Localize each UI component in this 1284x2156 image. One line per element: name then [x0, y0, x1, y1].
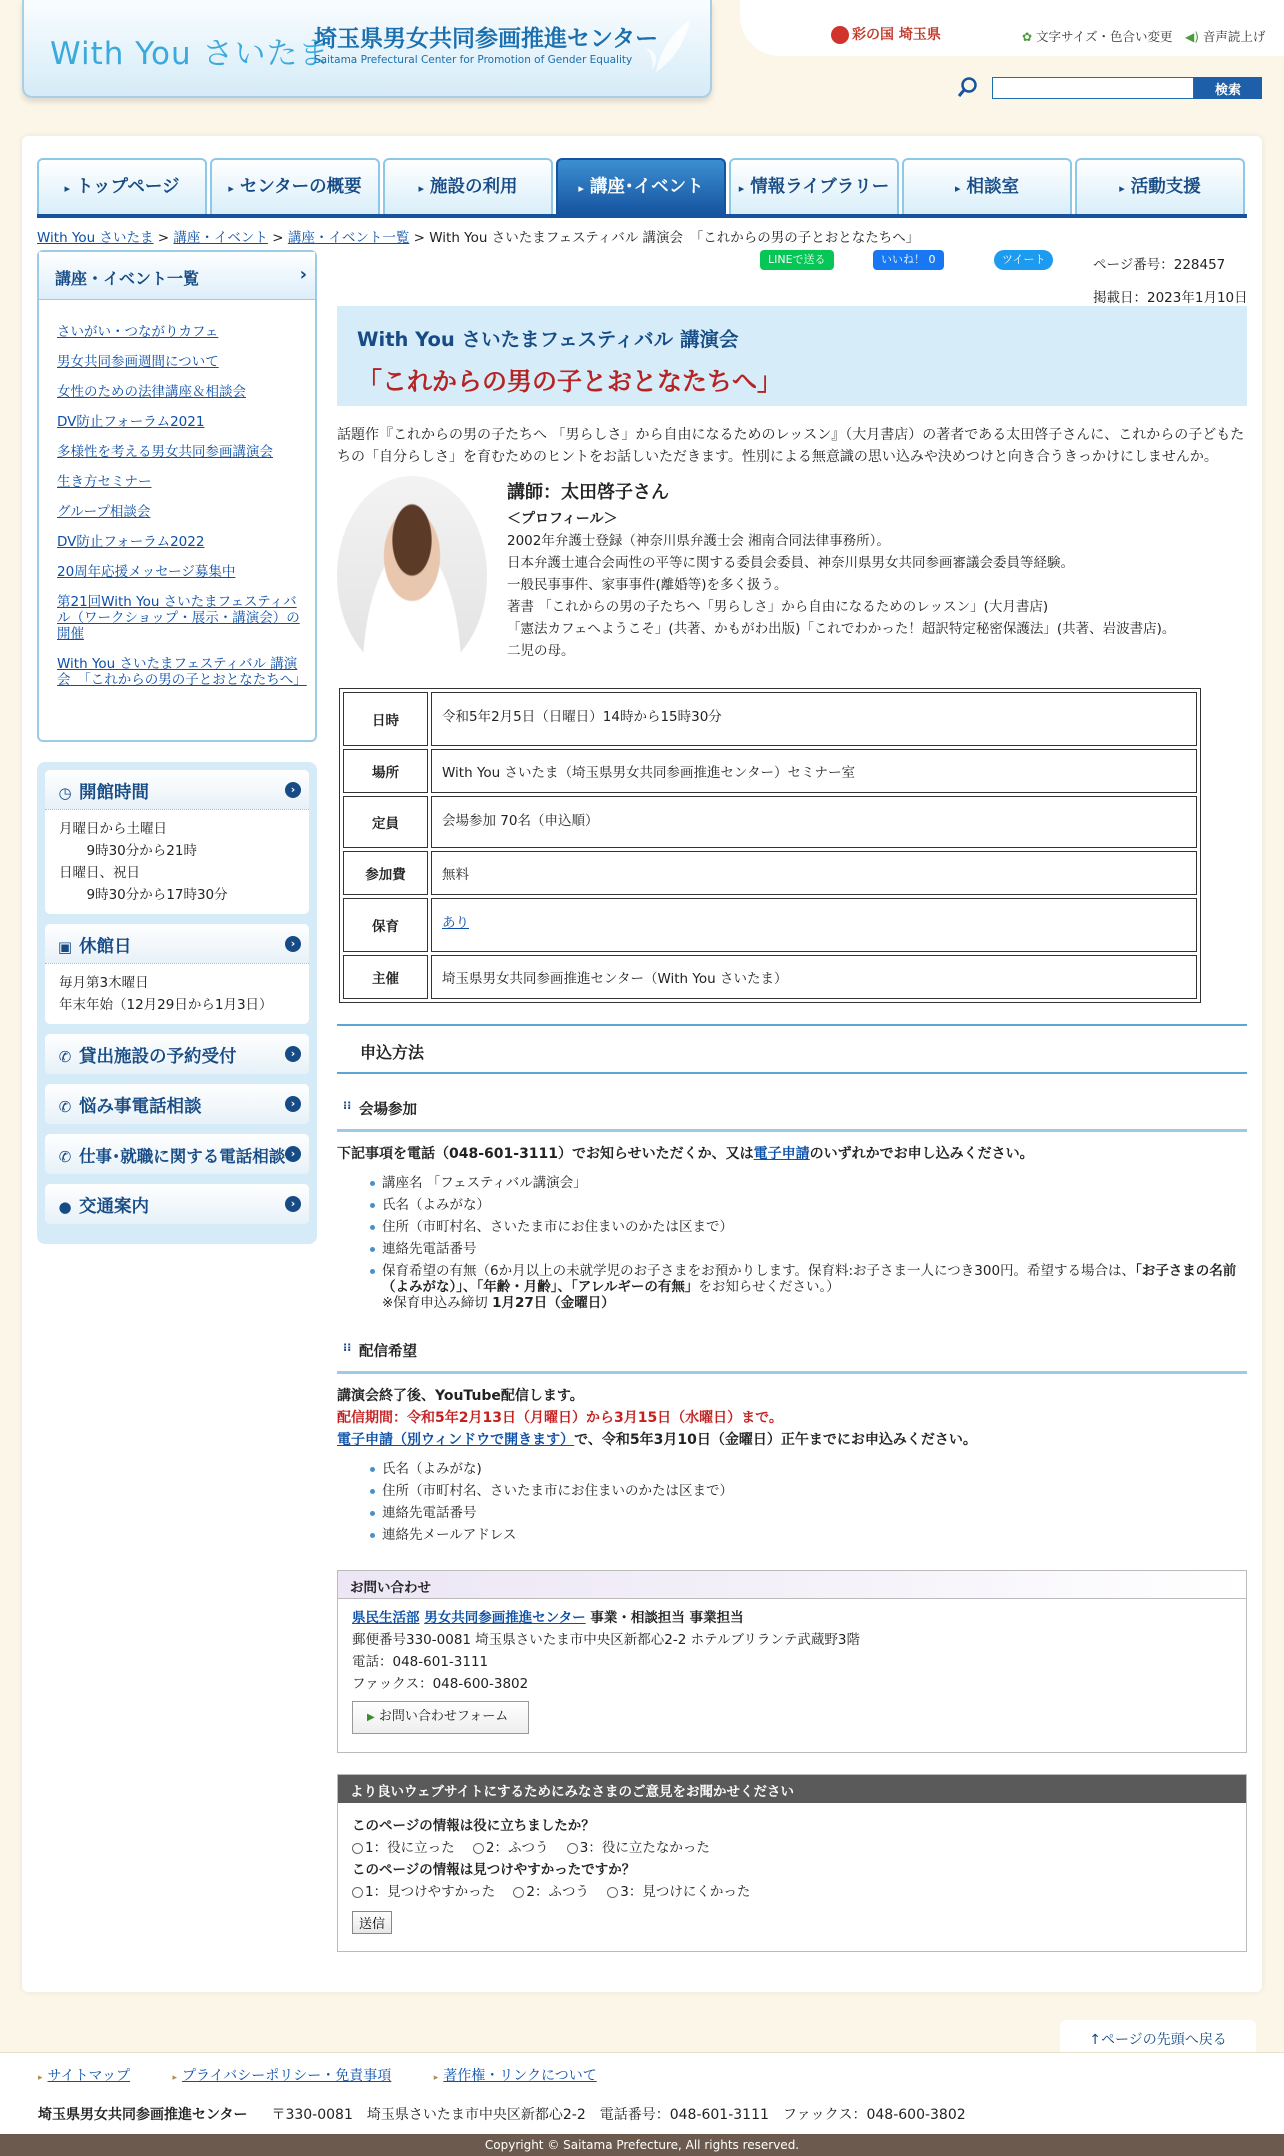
page-title-line1: With You さいたまフェスティバル 講演会	[357, 328, 739, 351]
phone-icon: ✆	[58, 1148, 72, 1166]
list-item: 連絡先電話番号	[368, 1502, 733, 1524]
link-label: 交通案内	[79, 1197, 149, 1217]
sidebar-item	[57, 444, 301, 460]
closed-days-label: 休館日	[79, 937, 132, 957]
pref-logo-icon	[831, 26, 849, 44]
nav-underline	[37, 214, 1247, 218]
leaf-icon	[646, 14, 694, 74]
hours-line: 9時30分から17時30分	[73, 887, 228, 903]
nav-label: 講座･イベント	[589, 177, 704, 197]
closed-days-title[interactable]	[45, 924, 309, 964]
childcare-deadline-date: 1月27日（金曜日）	[492, 1295, 615, 1311]
chevron-right-icon: ▸	[578, 182, 584, 195]
breadcrumb-link[interactable]: 講座・イベント一覧	[287, 230, 410, 246]
chevron-right-icon: ›	[299, 264, 307, 285]
opening-hours-label: 開館時間	[79, 783, 149, 803]
nav-tab-top[interactable]	[37, 158, 207, 214]
radio-button[interactable]	[352, 1887, 363, 1898]
page-number: ページ番号：228457	[1093, 257, 1226, 273]
hours-line: 日曜日、祝日	[59, 865, 140, 881]
childcare-text: をお知らせください。）	[698, 1279, 840, 1295]
table-row	[343, 898, 1197, 952]
nav-label: トップページ	[76, 177, 180, 197]
dept-link[interactable]: 県民生活部	[352, 1610, 420, 1626]
chevron-circle-icon: ›	[285, 1046, 301, 1062]
sidebar-item	[57, 534, 301, 550]
sidebar-item	[57, 384, 301, 400]
table-header: 参加費	[343, 851, 428, 895]
sidebar-item-link[interactable]: With You さいたまフェスティバル 講演会 「これからの男の子とおとなたちへ」	[57, 656, 307, 688]
calendar-icon: ▣	[57, 938, 73, 956]
page-title	[337, 306, 1247, 406]
tweet-button[interactable]: ツイート	[994, 250, 1053, 270]
apply-heading: 申込方法	[337, 1024, 1247, 1074]
stream-apply	[337, 1429, 977, 1449]
hours-line: 月曜日から土曜日	[59, 821, 167, 837]
radio-button[interactable]	[513, 1887, 524, 1898]
table-cell: 埼玉県男女共同参画推進センター（With You さいたま）	[431, 955, 1197, 999]
contact-fax: ファックス：048-600-3802	[352, 1676, 529, 1692]
venue-required-list	[368, 1172, 1248, 1311]
stream-period: 配信期間：令和5年2月13日（月曜日）から3月15日（水曜日）まで。	[337, 1410, 783, 1426]
voice-reader-link[interactable]	[1185, 27, 1265, 45]
list-item: 氏名（よみがな)	[368, 1458, 733, 1480]
sidebar-item	[57, 414, 301, 430]
font-link-label: 文字サイズ・色合い変更	[1036, 29, 1173, 44]
sidebar-item	[57, 564, 301, 580]
logo-subtitle: Saitama Prefectural Center for Promotion of Gender Equality	[314, 54, 633, 66]
stream-required-list	[368, 1458, 733, 1546]
list-item: 氏名（よみがな）	[368, 1194, 1248, 1216]
sidebar-item	[57, 594, 301, 642]
option-label: 1：見つけやすかった	[365, 1884, 496, 1900]
table-cell	[431, 898, 1197, 952]
link-label: 貸出施設の予約受付	[79, 1047, 237, 1067]
breadcrumb-current: With You さいたまフェスティバル 講演会 「これからの男の子とおとなたちへ」	[429, 230, 920, 246]
profile-line: 二児の母。	[507, 643, 575, 659]
profile-line: 2002年弁護士登録（神奈川県弁護士会 湘南合同法律事務所）。	[507, 533, 890, 549]
arrow-up-icon: ↑	[1089, 2032, 1101, 2048]
profile-line: 一般民事事件、家事事件(離婚等)を多く扱う。	[507, 577, 788, 593]
childcare-link[interactable]: あり	[442, 915, 469, 931]
list-item: 講座名 「フェスティバル講演会」	[368, 1172, 1248, 1194]
venue-lead	[337, 1143, 1034, 1163]
sidebar-item	[57, 474, 301, 490]
breadcrumb	[37, 226, 919, 246]
map-pin-icon: ●	[58, 1198, 72, 1216]
intro-text: 話題作『これからの男の子たちへ 「男らしさ」から自由になるためのレッスン』（大月書店）の著者である太田啓子さんに、これからの子どもたちの「自分らしさ」を育むためのヒントをお話しいただきます。性別による無意識の思い込みや決めつけと向き合うきっかけにしませんか。	[337, 427, 1245, 465]
table-header: 保育	[343, 898, 428, 952]
opening-hours-box	[45, 770, 309, 914]
phone-icon: ✆	[58, 1048, 72, 1066]
survey-q1-option[interactable]	[473, 1840, 549, 1856]
venue-lead-text: のいずれかでお申し込みください。	[809, 1146, 1034, 1162]
survey-q2-option[interactable]	[352, 1884, 495, 1900]
clock-icon: ◷	[58, 784, 72, 802]
nav-label: センターの概要	[239, 177, 362, 197]
lecturer-name: 講師：太田啓子さん	[507, 482, 669, 503]
profile-text	[507, 530, 1175, 662]
sidebar-item	[57, 504, 301, 520]
nav-tab-about[interactable]	[210, 158, 380, 214]
gear-icon: ✿	[1022, 30, 1033, 44]
saitama-pref-link[interactable]	[828, 24, 941, 44]
nav-label: 活動支援	[1130, 177, 1201, 197]
chevron-right-icon: ▸	[228, 182, 234, 195]
sidebar-item-link[interactable]: 男女共同参画週間について	[57, 354, 219, 370]
chevron-circle-icon: ›	[285, 1196, 301, 1212]
closed-line: 毎月第3木曜日	[59, 975, 149, 991]
venue-lead-text: 下記事項を電話（048-601-3111）でお知らせいただくか、又は	[337, 1146, 754, 1162]
chevron-circle-icon: ›	[285, 1146, 301, 1162]
opening-hours-body	[45, 810, 309, 914]
radio-button[interactable]	[473, 1843, 484, 1854]
chevron-right-icon: ▸	[418, 182, 425, 195]
profile-line: 日本弁護士連合会両性の平等に関する委員会委員、神奈川県男女共同参画審議会委員等経験。	[507, 555, 1074, 571]
table-cell: With You さいたま（埼玉県男女共同参画推進センター）セミナー室	[431, 749, 1197, 793]
closed-days-box	[45, 924, 309, 1024]
survey-question: このページの情報は見つけやすかったですか？	[352, 1862, 636, 1878]
option-label: 2：ふつう	[485, 1840, 549, 1856]
venue-heading: ⁝⁝ 会場参加	[337, 1098, 1247, 1132]
chevron-right-icon: ▸	[954, 182, 961, 195]
footer-org-name: 埼玉県男女共同参画推進センター	[38, 2107, 248, 2123]
breadcrumb-separator: >	[409, 230, 430, 246]
sidebar-item-link[interactable]: 20周年応援メッセージ募集中	[57, 564, 236, 580]
contact-address: 郵便番号330-0081 埼玉県さいたま市中央区新都心2-2 ホテルブリランテ武蔵野3階	[352, 1632, 861, 1648]
option-label: 1：役に立った	[365, 1840, 455, 1856]
closed-line: 年末年始（12月29日から1月3日）	[59, 997, 273, 1013]
breadcrumb-link[interactable]: 講座・イベント	[173, 230, 268, 246]
nav-tab-facility[interactable]	[383, 158, 553, 214]
profile-line: 著書 「これからの男の子たちへ「男らしさ」から自由になるためのレッスン」(大月書店)	[507, 599, 1049, 615]
pref-label: 彩の国 埼玉県	[852, 27, 941, 43]
event-info-table	[339, 688, 1201, 1003]
footer-sitemap-link[interactable]: ▸ サイトマップ	[38, 2068, 130, 2084]
worry-phone-link[interactable]	[45, 1084, 309, 1124]
radio-button[interactable]	[352, 1843, 363, 1854]
voice-link-label: 音声読上げ	[1202, 29, 1266, 44]
profile-label: ＜プロフィール＞	[507, 511, 618, 527]
sidebar-item	[57, 354, 301, 370]
global-nav	[37, 158, 1247, 220]
sidebar-item-link[interactable]: 多様性を考える男女共同参画講演会	[57, 444, 273, 460]
nav-tab-support[interactable]	[1075, 158, 1245, 214]
footer-copyright-link[interactable]: ▸ 著作権・リンクについて	[434, 2068, 597, 2084]
breadcrumb-separator: >	[153, 230, 174, 246]
sidebar-info	[37, 762, 317, 1244]
chevron-right-icon: ▸	[64, 182, 71, 195]
footer-address: 〒330-0081 埼玉県さいたま市中央区新都心2-2 電話番号：048-601-3111 ファックス：048-600-3802	[271, 2107, 966, 2123]
survey-q1-option[interactable]	[352, 1840, 455, 1856]
sidebar-item-link[interactable]: 生き方セミナー	[57, 474, 152, 490]
nav-tab-consult[interactable]	[902, 158, 1072, 214]
childcare-text-bold: 「お子さまの名前（よみがな）」、「年齢・月齢」、「アレルギーの有無」	[382, 1263, 1237, 1295]
facebook-like-button[interactable]: いいね！ 0	[873, 250, 944, 270]
nav-tab-events[interactable]	[556, 158, 726, 214]
list-item: 住所（市町村名、さいたま市にお住まいのかたは区まで）	[368, 1480, 733, 1502]
sidebar-category	[37, 250, 317, 742]
survey-body	[338, 1803, 1246, 1935]
link-label: 悩み事電話相談	[79, 1097, 202, 1117]
survey-q2-option[interactable]	[513, 1884, 589, 1900]
line-share-button[interactable]: LINEで送る	[760, 250, 834, 270]
sidebar-list	[39, 300, 315, 688]
survey-send-button[interactable]: 送信	[352, 1911, 392, 1934]
contact-heading: お問い合わせ	[338, 1571, 1246, 1599]
footer-links	[38, 2065, 635, 2085]
speaker-icon: ◀)	[1185, 30, 1199, 44]
site-logo[interactable]	[22, 0, 712, 98]
table-cell: 令和5年2月5日（日曜日）14時から15時30分	[431, 692, 1197, 746]
table-row	[343, 692, 1197, 746]
page-top-label: ページの先頭へ戻る	[1101, 2032, 1227, 2048]
survey-question: このページの情報は役に立ちましたか？	[352, 1818, 595, 1834]
logo-japanese: 埼玉県男女共同参画推進センター	[314, 26, 659, 52]
list-item: 連絡先電話番号	[368, 1238, 1248, 1260]
nav-label: 情報ライブラリー	[750, 177, 890, 197]
nav-tab-library[interactable]	[729, 158, 899, 214]
contact-tel: 電話：048-601-3111	[352, 1654, 489, 1670]
contact-unit: 事業・相談担当 事業担当	[585, 1610, 744, 1626]
stream-heading: ⁝⁝ 配信希望	[337, 1340, 1247, 1374]
contact-form-label: お問い合わせフォーム	[378, 1709, 509, 1724]
facility-reservation-link[interactable]	[45, 1034, 309, 1074]
sidebar-item	[57, 656, 307, 688]
sidebar-item-link[interactable]: 女性のための法律講座＆相談会	[57, 384, 246, 400]
access-link[interactable]	[45, 1184, 309, 1224]
opening-hours-title[interactable]	[45, 770, 309, 810]
center-link[interactable]: 男女共同参画推進センター	[424, 1610, 586, 1626]
radio-button[interactable]	[607, 1887, 618, 1898]
profile-line: 「憲法カフェへようこそ」(共著、かもがわ出版)「これでわかった！超訳特定秘密保護法」(共著、岩波書店)。	[507, 621, 1176, 637]
survey-q1-option[interactable]	[567, 1840, 710, 1856]
option-label: 2：ふつう	[526, 1884, 589, 1900]
closed-days-body	[45, 964, 309, 1024]
contact-form-button[interactable]	[352, 1701, 529, 1734]
logo-english: With You さいたま	[50, 36, 331, 72]
sidebar-item-link[interactable]: DV防止フォーラム2021	[57, 414, 205, 430]
sidebar-category-label: 講座・イベント一覧	[55, 269, 200, 288]
search-button[interactable]: 検索	[1194, 77, 1262, 99]
footer-org	[38, 2104, 966, 2124]
childcare-text: 保育希望の有無（6か月以上の未就学児のお子さまをお預かりします。保育料:お子さま一人につき300円。希望する場合は、	[382, 1263, 1136, 1279]
footer-privacy-link[interactable]: ▸ プライバシーポリシー・免責事項	[172, 2068, 391, 2084]
list-item: 住所（市町村名、さいたま市にお住まいのかたは区まで）	[368, 1216, 1248, 1238]
copyright: Copyright © Saitama Prefecture, All rights reserved.	[0, 2134, 1284, 2156]
childcare-deadline: ※保育申込み締切	[382, 1295, 493, 1311]
table-row	[343, 955, 1197, 999]
stream-text: 講演会終了後、YouTube配信します。	[337, 1388, 584, 1404]
survey-q2-option[interactable]	[607, 1884, 750, 1900]
table-header: 場所	[343, 749, 428, 793]
list-item	[368, 1260, 1248, 1311]
table-header: 日時	[343, 692, 428, 746]
triangle-right-icon: ▶	[367, 1712, 375, 1723]
list-item: 連絡先メールアドレス	[368, 1524, 733, 1546]
survey-heading: より良いウェブサイトにするためにみなさまのご意見をお聞かせください	[338, 1775, 1246, 1803]
stream-e-application-link[interactable]: 電子申請（別ウィンドウで開きます）	[337, 1432, 575, 1448]
page-title-line2: 「これからの男の子とおとなたちへ」	[357, 367, 783, 396]
table-cell: 会場参加 70名（申込順）	[431, 796, 1197, 848]
sidebar-item-link[interactable]: DV防止フォーラム2022	[57, 534, 205, 550]
table-header: 定員	[343, 796, 428, 848]
publish-date: 掲載日：2023年1月10日	[1093, 290, 1248, 306]
contact-box	[337, 1570, 1247, 1753]
contact-body	[338, 1599, 1246, 1734]
chevron-circle-icon: ›	[285, 1096, 301, 1112]
lecturer-photo	[337, 476, 487, 676]
job-phone-link[interactable]	[45, 1134, 309, 1174]
utility-bar	[740, 0, 1284, 56]
sidebar-item-link[interactable]: さいがい・つながりカフェ	[57, 324, 219, 340]
chevron-right-icon: ▸	[738, 182, 745, 195]
chevron-circle-icon: ›	[285, 782, 301, 798]
option-label: 3：見つけにくかった	[620, 1884, 751, 1900]
link-label: 仕事･就職に関する電話相談	[79, 1147, 286, 1166]
table-row	[343, 796, 1197, 848]
breadcrumb-separator: >	[267, 230, 288, 246]
chevron-circle-icon: ›	[285, 936, 301, 952]
table-row	[343, 749, 1197, 793]
sidebar-item-link[interactable]: グループ相談会	[57, 504, 151, 520]
font-color-settings-link[interactable]	[1022, 27, 1173, 45]
sidebar-category-title[interactable]	[39, 252, 315, 300]
chevron-right-icon: ▸	[1119, 182, 1125, 195]
stream-apply-text: で、令和5年3月10日（金曜日）正午までにお申込みください。	[574, 1432, 977, 1448]
hours-line: 9時30分から21時	[73, 843, 197, 859]
sidebar-item-link[interactable]: 第21回With You さいたまフェスティバル（ワークショップ・展示・講演会）の開催	[57, 594, 300, 642]
table-header: 主催	[343, 955, 428, 999]
survey-box	[337, 1774, 1247, 1952]
nav-label: 相談室	[966, 177, 1020, 197]
table-cell: 無料	[431, 851, 1197, 895]
breadcrumb-link[interactable]: With You さいたま	[37, 230, 154, 246]
phone-icon: ✆	[58, 1098, 72, 1116]
search-icon	[957, 76, 979, 98]
e-application-link[interactable]: 電子申請	[753, 1146, 810, 1162]
nav-label: 施設の利用	[430, 177, 518, 197]
option-label: 3：役に立たなかった	[579, 1840, 710, 1856]
sidebar-item	[57, 324, 301, 340]
search-input[interactable]	[992, 77, 1194, 99]
footer	[0, 2052, 1284, 2134]
table-row	[343, 851, 1197, 895]
radio-button[interactable]	[567, 1843, 578, 1854]
